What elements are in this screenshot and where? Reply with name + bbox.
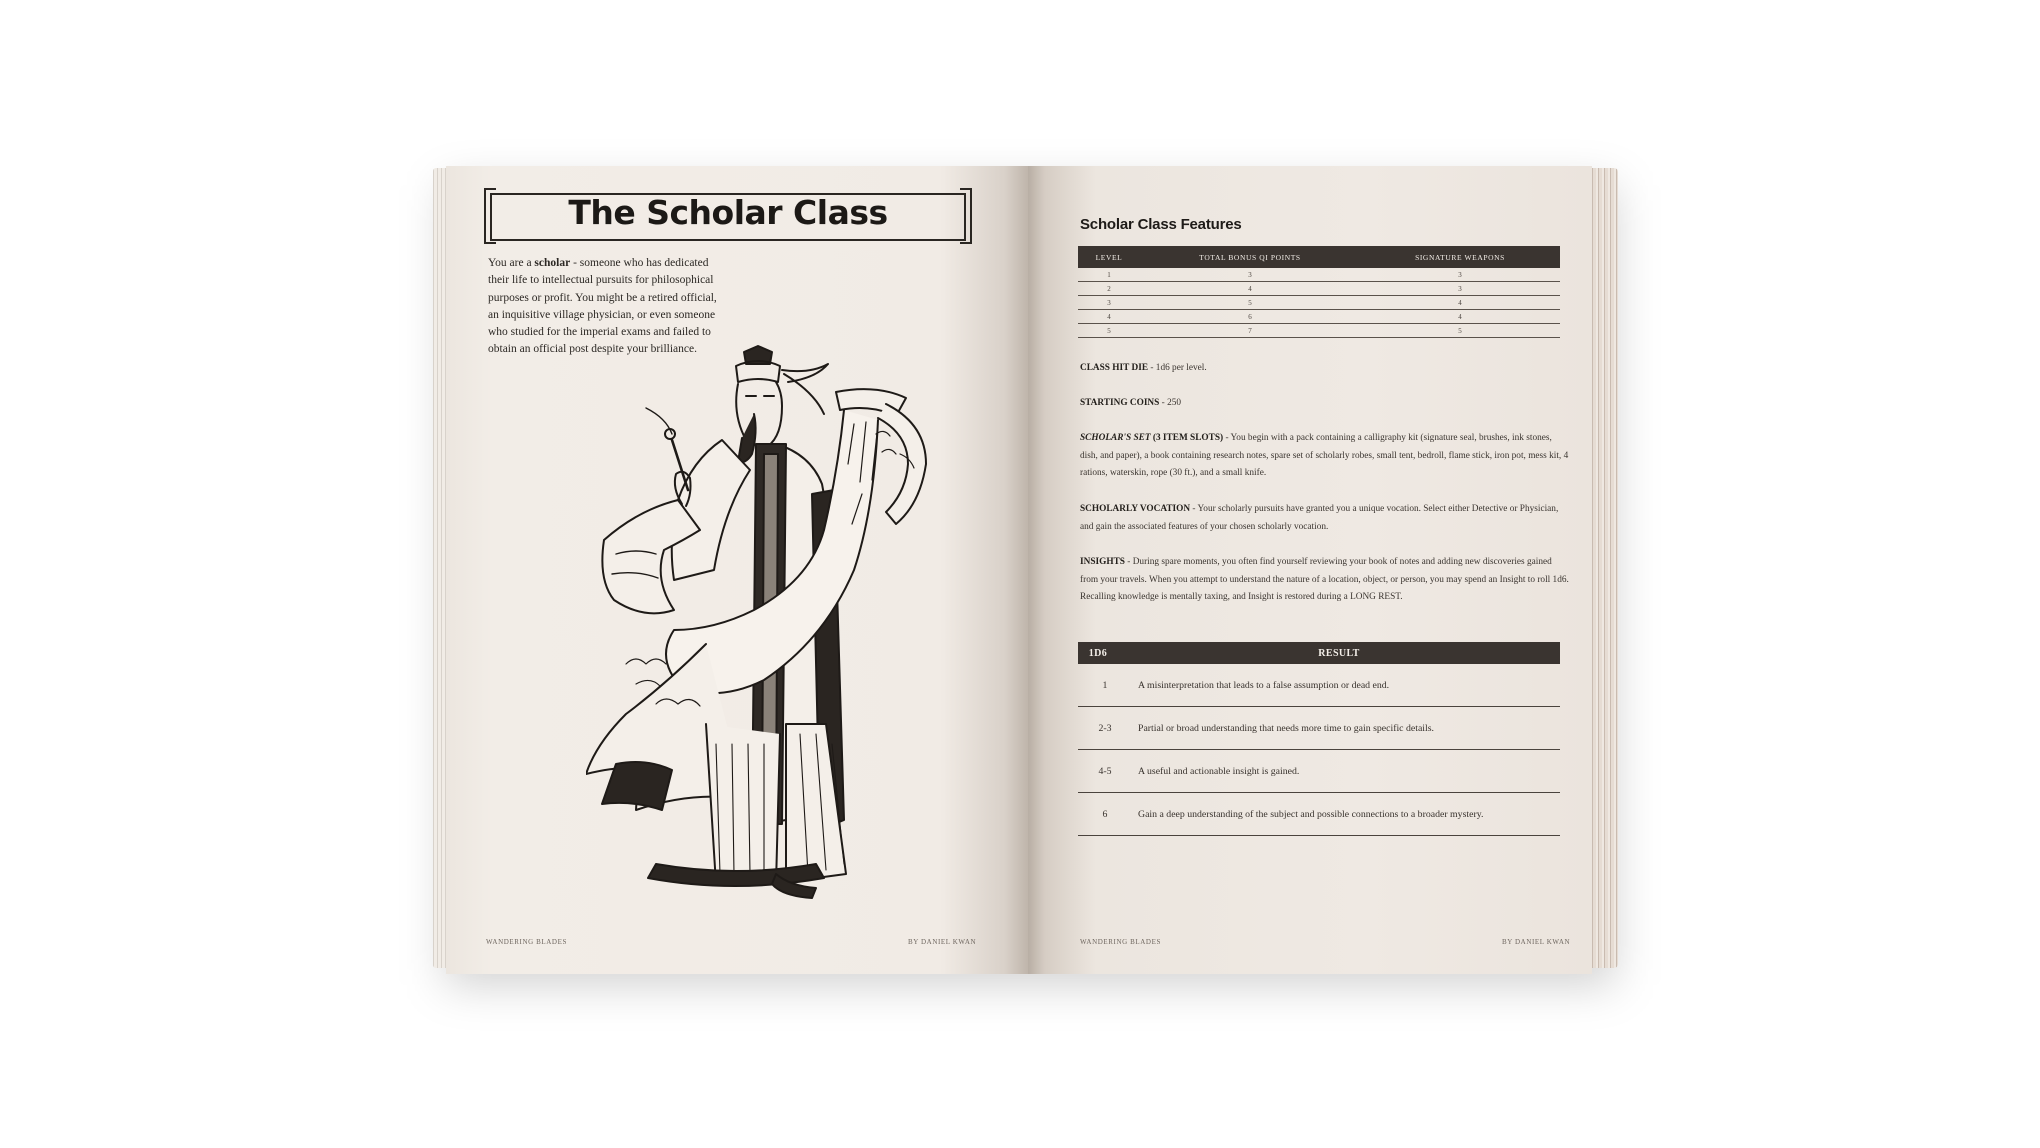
starting-coins-text: - 250 [1159, 398, 1182, 408]
header-level: LEVEL [1095, 252, 1123, 262]
vocation-paragraph [1080, 501, 1570, 536]
footer-left: WANDERING BLADES [486, 938, 567, 946]
table-row [1078, 750, 1560, 793]
features-table-header [1078, 246, 1560, 268]
scholars-set-label: SCHOLAR'S SET [1080, 433, 1151, 443]
intro-rest: - someone who has dedicated their life to intellectual pursuits for philosophical purposes or profit. You might be a retired official, an inquisitive village physician, or even someone who studied for the imperial exams and failed to obtain an official post despite your brilliance. [488, 257, 717, 356]
left-page [446, 166, 1028, 974]
cell-result: A misinterpretation that leads to a false assumption or dead end. [1138, 679, 1390, 691]
cell-result: A useful and actionable insight is gained. [1138, 765, 1300, 777]
cell-result: Gain a deep understanding of the subject and possible connections to a broader mystery. [1138, 808, 1484, 820]
features-table [1078, 246, 1560, 338]
footer-right: BY DANIEL KWAN [908, 938, 977, 946]
insight-roll-table [1078, 642, 1560, 836]
starting-coins-paragraph [1080, 395, 1570, 413]
scholars-set-paragraph [1080, 430, 1570, 483]
insights-paragraph [1080, 554, 1570, 607]
cell-roll: 1 [1102, 679, 1108, 691]
hit-die-text: - 1d6 per level. [1148, 363, 1207, 373]
header-signature-weapons: SIGNATURE WEAPONS [1415, 252, 1505, 262]
cell-weapons: 4 [1458, 312, 1462, 321]
header-die: 1D6 [1088, 647, 1108, 659]
intro-bold-term: scholar [534, 257, 571, 269]
table-row [1078, 268, 1560, 282]
hit-die-label: CLASS HIT DIE [1080, 363, 1149, 373]
starting-coins-label: STARTING COINS [1080, 398, 1160, 408]
cell-qi: 5 [1248, 298, 1252, 307]
table-row [1078, 324, 1560, 338]
cell-qi: 3 [1248, 270, 1252, 279]
roll-table-header [1078, 642, 1560, 664]
table-row [1078, 282, 1560, 296]
cell-weapons: 5 [1458, 326, 1462, 335]
table-row [1078, 296, 1560, 310]
scholars-set-text: - You begin with a pack containing a calligraphy kit (signature seal, brushes, ink stones, dish, and paper), a book containing research notes, spare set of scholarly robes, small tent, bedroll, flame stick, iron pot, mess kit, 4 rations, waterskin, rope (30 ft.), and a small knife. [1080, 433, 1569, 479]
cell-weapons: 4 [1458, 298, 1462, 307]
page-title: The Scholar Class [568, 193, 888, 232]
insights-text: - During spare moments, you often find yourself reviewing your book of notes and adding new discoveries gained from your travels. When you attempt to understand the nature of a location, object, or person, you may spend an Insight to roll 1d6. Recalling knowledge is mentally taxing, and Insight is restored during a LONG REST. [1080, 557, 1569, 603]
scholar-illustration [586, 344, 946, 904]
table-row [1078, 310, 1560, 324]
footer-left: WANDERING BLADES [1080, 938, 1161, 946]
right-page [1028, 166, 1592, 974]
vocation-label: SCHOLARLY VOCATION [1080, 504, 1191, 514]
table-row [1078, 664, 1560, 707]
cell-level: 5 [1107, 326, 1111, 335]
section-title: Scholar Class Features [1080, 216, 1242, 233]
cell-roll: 2-3 [1098, 722, 1112, 734]
cell-weapons: 3 [1458, 284, 1462, 293]
cell-level: 4 [1107, 312, 1111, 321]
cell-level: 2 [1107, 284, 1111, 293]
cell-qi: 4 [1248, 284, 1252, 293]
scholars-set-slots: (3 ITEM SLOTS) [1150, 433, 1224, 443]
table-row [1078, 793, 1560, 836]
vocation-text: - Your scholarly pursuits have granted you a unique vocation. Select either Detective or Physician, and gain the associated features of your chosen scholarly vocation. [1080, 504, 1559, 532]
cell-qi: 7 [1248, 326, 1252, 335]
header-qi-points: TOTAL BONUS QI POINTS [1199, 252, 1301, 262]
cell-level: 1 [1107, 270, 1111, 279]
header-result: RESULT [1318, 647, 1360, 659]
footer-right: BY DANIEL KWAN [1502, 938, 1571, 946]
hit-die-paragraph [1080, 360, 1570, 378]
cell-level: 3 [1107, 298, 1111, 307]
insights-label: INSIGHTS [1080, 557, 1125, 567]
title-frame [490, 193, 966, 241]
cell-qi: 6 [1248, 312, 1252, 321]
cell-roll: 6 [1102, 808, 1108, 820]
table-row [1078, 707, 1560, 750]
cell-result: Partial or broad understanding that needs more time to gain specific details. [1138, 722, 1434, 734]
cell-weapons: 3 [1458, 270, 1462, 279]
intro-lead: You are a [488, 257, 535, 269]
cell-roll: 4-5 [1098, 765, 1112, 777]
